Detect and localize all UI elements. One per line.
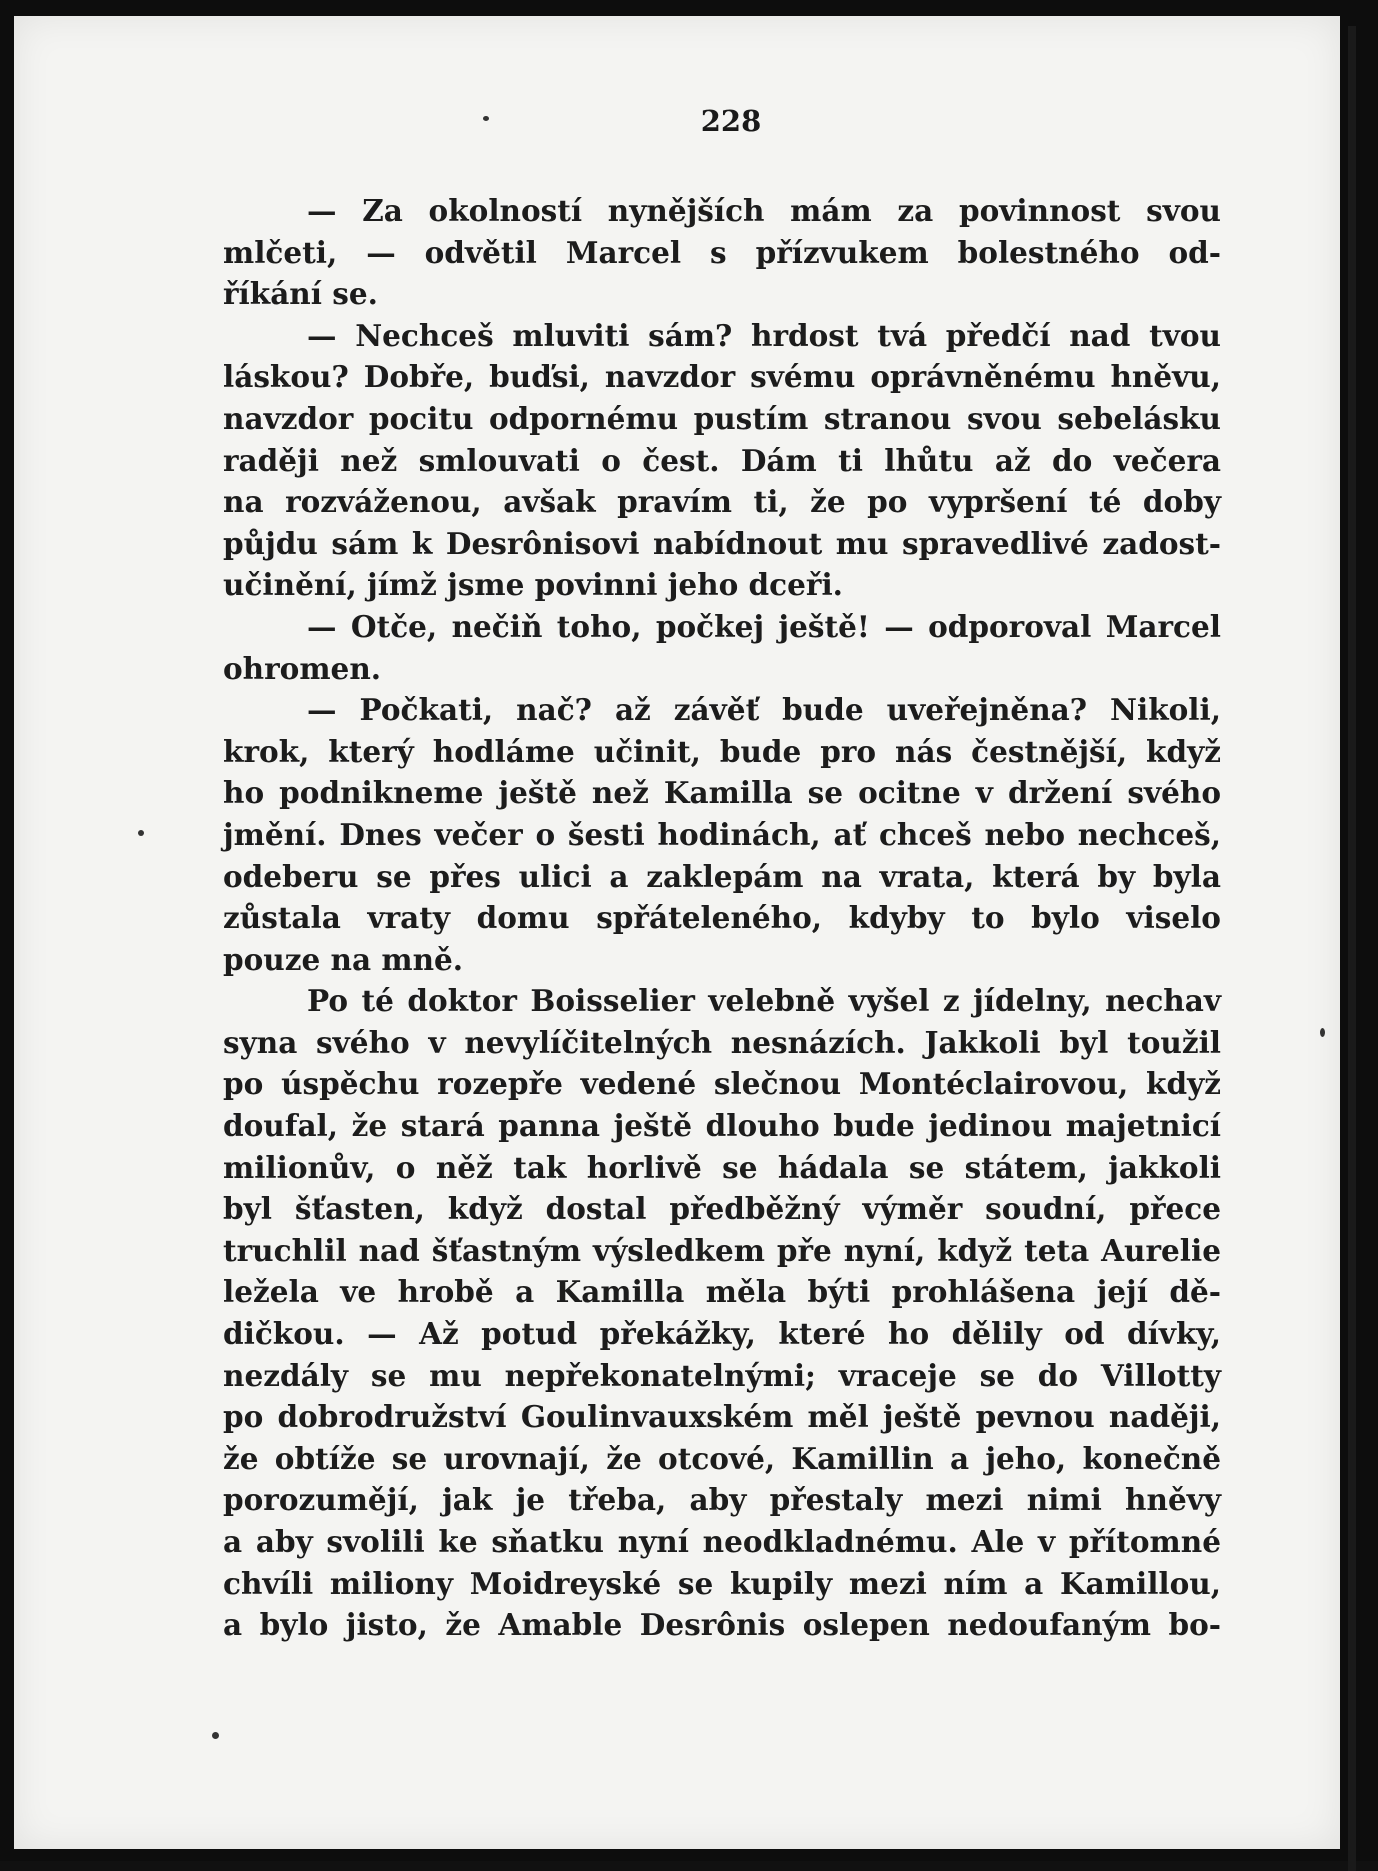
text-line: raději než smlouvati o čest. Dám ti lhůtu až do večera (223, 442, 1221, 478)
text-line: doufal, že stará panna ještě dlouho bude jedinou majetnicí (223, 1108, 1221, 1144)
text-line: pouze na mně. (223, 941, 464, 977)
text-line: byl šťasten, když dostal předběžný výměr soudní, přece (223, 1191, 1221, 1227)
text-line: nezdály se mu nepřekonatelnými; vraceje se do Villotty (223, 1357, 1221, 1393)
text-line: — Počkati, nač? až závěť bude uveřejněna? Nikoli, (307, 692, 1221, 728)
text-line: učinění, jímž jsme povinni jeho dceři. (223, 567, 843, 603)
text-line: ohromen. (223, 650, 382, 686)
text-line: a aby svolili ke sňatku nyní neodkladnému. Ale v přítomné (223, 1524, 1221, 1559)
text-line: truchlil nad šťastným výsledkem pře nyní, když teta Aurelie (223, 1232, 1221, 1268)
text-line: ležela ve hrobě a Kamilla měla býti prohlášena její dě- (223, 1274, 1221, 1310)
page-edge-shadow (1348, 26, 1356, 1871)
text-line: na rozváženou, avšak pravím ti, že po vypršení té doby (223, 484, 1221, 520)
page-text-body (223, 190, 1221, 1646)
text-line: že obtíže se urovnají, že otcové, Kamillin a jeho, konečně (223, 1440, 1221, 1476)
text-line: — Otče, nečiň toho, počkej ještě! — odporoval Marcel (307, 608, 1221, 644)
text-line: jmění. Dnes večer o šesti hodinách, ať chceš nebo nechceš, (223, 816, 1221, 852)
text-line: milionův, o něž tak horlivě se hádala se státem, jakkoli (223, 1149, 1221, 1185)
ink-speck (1320, 1028, 1325, 1037)
text-line: porozumějí, jak je třeba, aby přestaly mezi nimi hněvy (223, 1482, 1221, 1518)
ink-speck (138, 830, 144, 836)
text-line: dičkou. — Až potud překážky, které ho dělily od dívky, (223, 1316, 1221, 1352)
text-line: odeberu se přes ulici a zaklepám na vrata, která by byla (223, 858, 1221, 894)
text-line: po úspěchu rozepře vedené slečnou Montéclairovou, když (223, 1066, 1221, 1102)
text-line: syna svého v nevylíčitelných nesnázích. Jakkoli byl toužil (223, 1024, 1221, 1060)
text-line: zůstala vraty domu spřáteleného, kdyby to bylo viselo (223, 900, 1221, 936)
text-line: — Nechceš mluviti sám? hrdost tvá předčí nad tvou (307, 317, 1221, 353)
page-number: 228 (700, 104, 762, 138)
text-line: a bylo jisto, že Amable Desrônis oslepen nedoufaným bo- (223, 1607, 1221, 1643)
text-line: ho podnikneme ještě než Kamilla se ocitne v držení svého (223, 775, 1221, 811)
text-line: láskou? Dobře, buďsi, navzdor svému oprávněnému hněvu, (223, 359, 1221, 395)
ink-speck (212, 1732, 219, 1739)
text-line: mlčeti, — odvětil Marcel s přízvukem bolestného od- (223, 234, 1221, 270)
text-line: půjdu sám k Desrônisovi nabídnout mu spravedlivé zadost- (223, 525, 1221, 561)
text-line: navzdor pocitu odpornému pustím stranou svou sebelásku (223, 400, 1221, 436)
text-line: po dobrodružství Goulinvauxském měl ještě pevnou naději, (223, 1399, 1221, 1435)
text-line: chvíli miliony Moidreyské se kupily mezi ním a Kamillou, (223, 1565, 1221, 1601)
text-line: Po té doktor Boisselier velebně vyšel z jídelny, nechav (307, 983, 1221, 1019)
text-line: krok, který hodláme učinit, bude pro nás čestnější, když (223, 733, 1221, 769)
text-line: říkání se. (223, 276, 378, 312)
text-line: — Za okolností nynějších mám za povinnost svou (307, 193, 1221, 228)
